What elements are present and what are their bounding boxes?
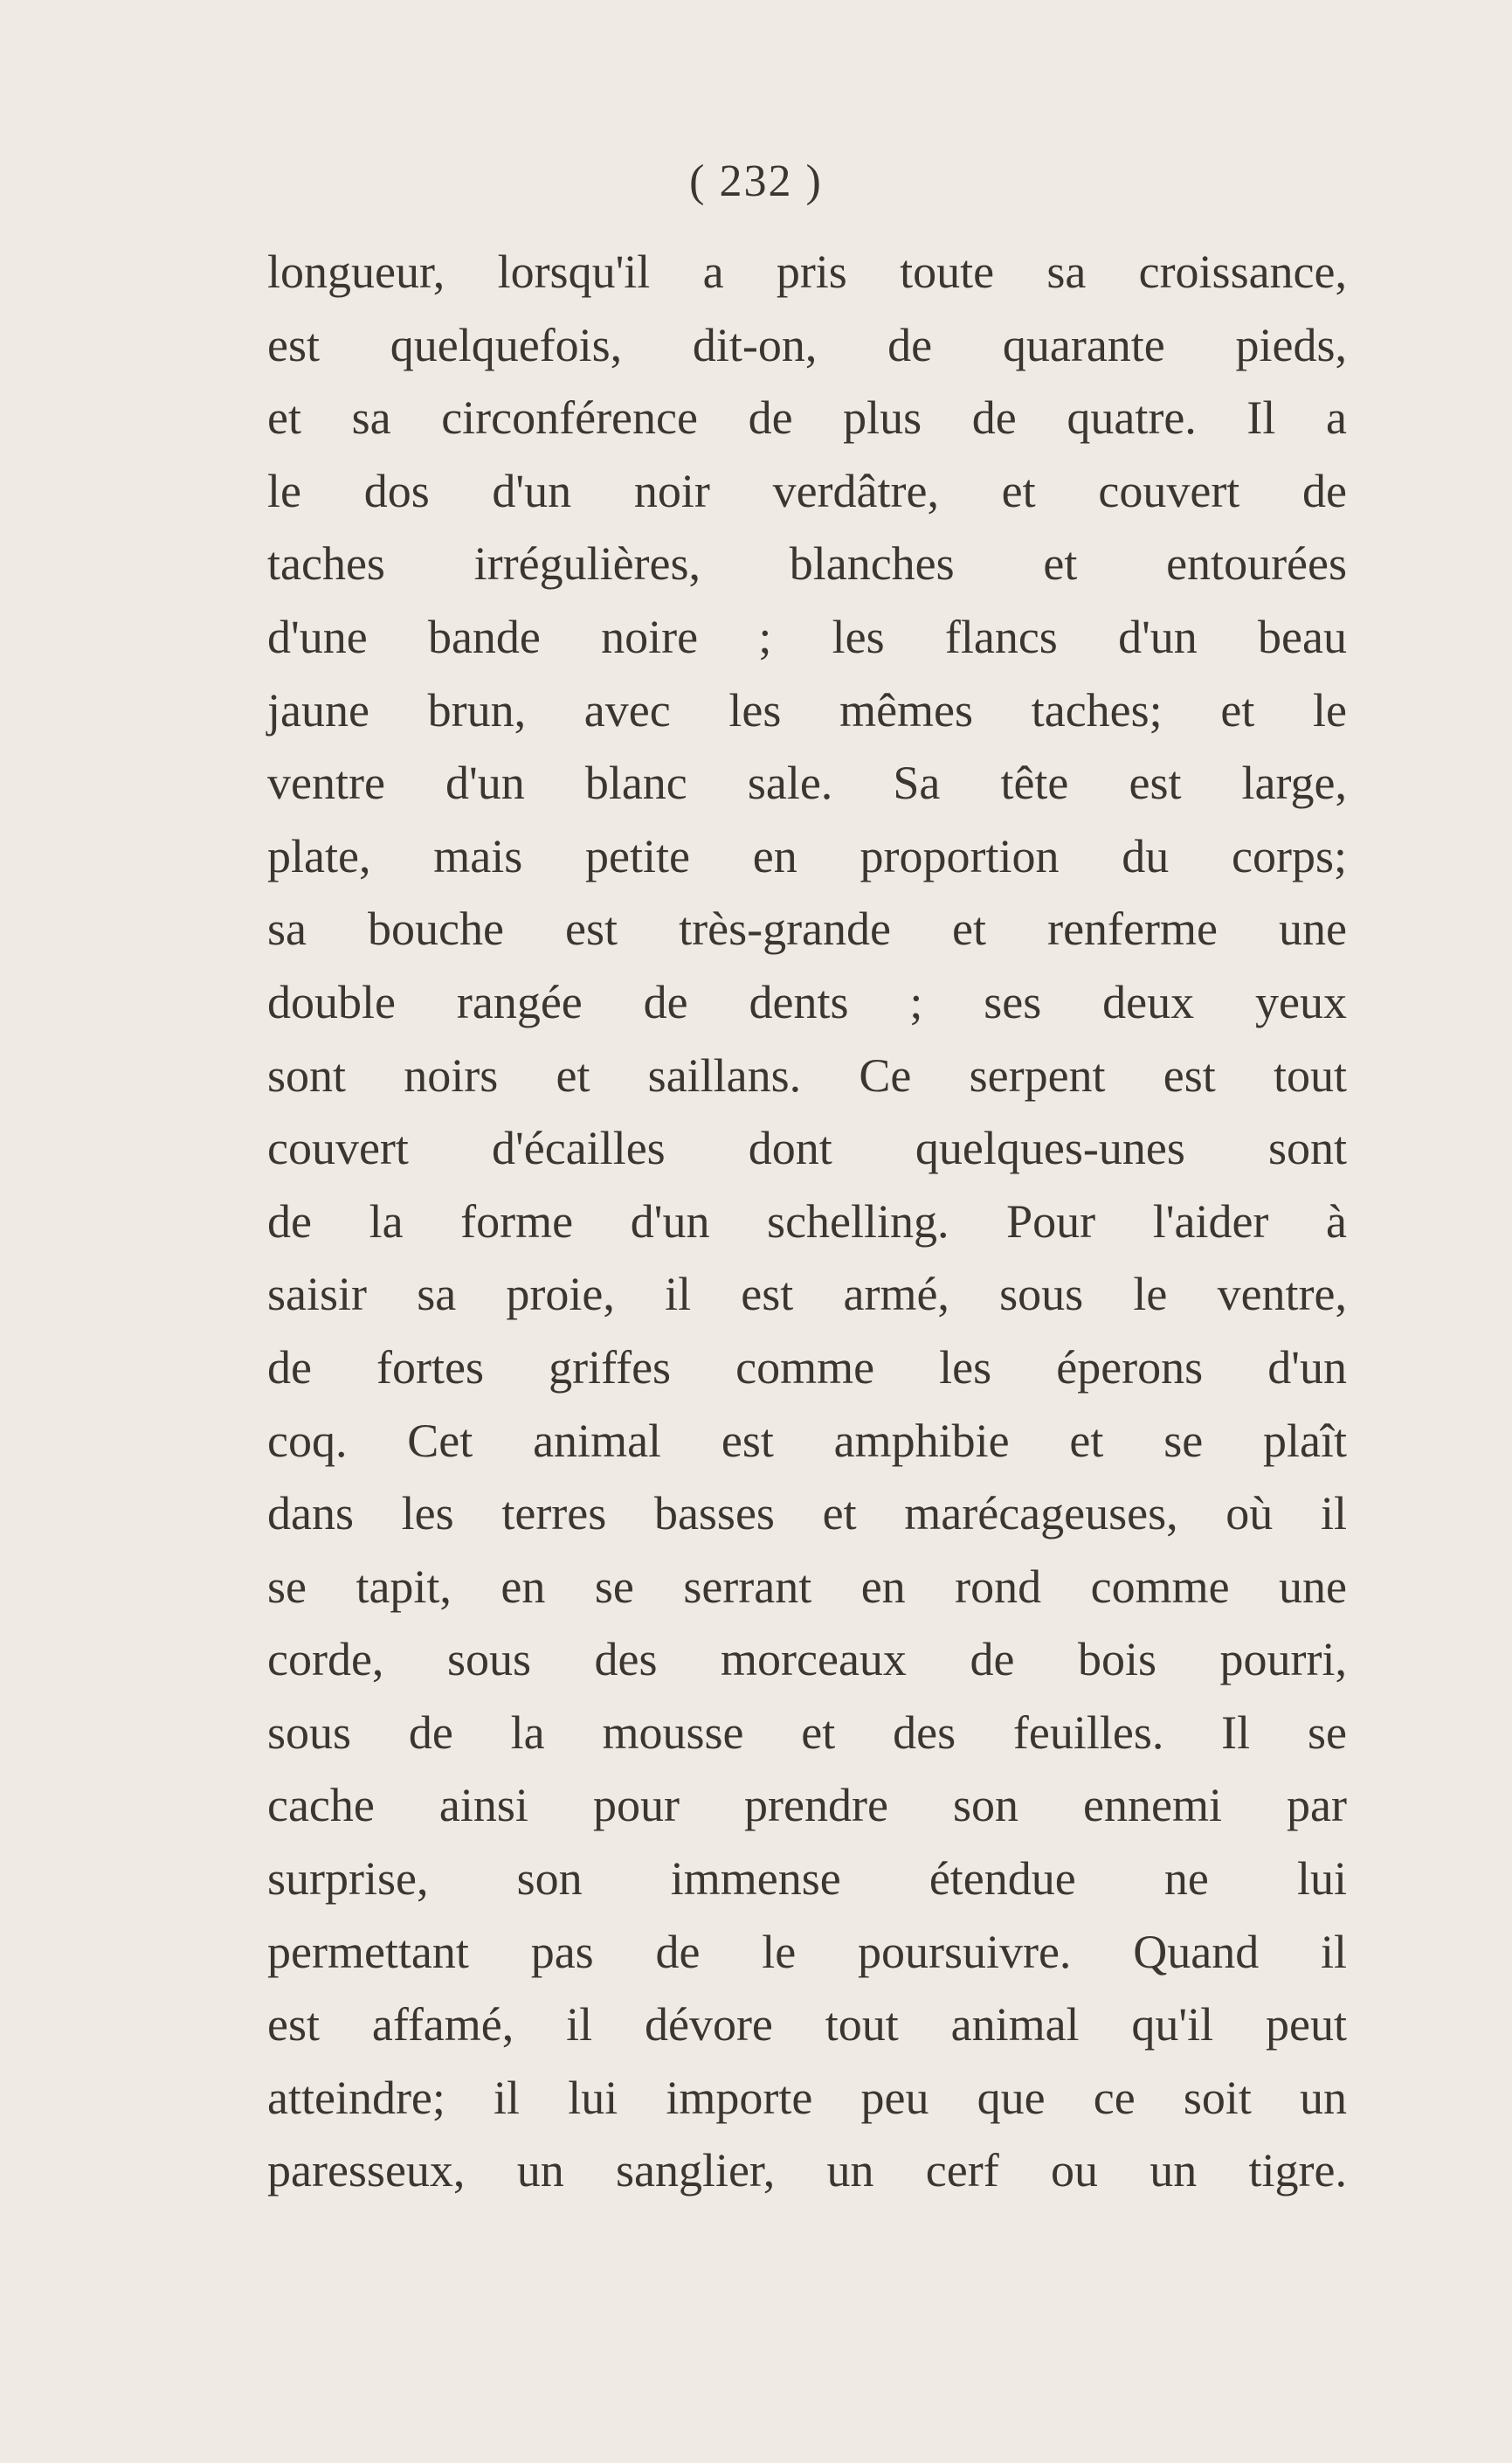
- text-line: sa bouche est très-grande et renferme une: [267, 903, 1347, 956]
- text-line: le dos d'un noir verdâtre, et couvert de: [267, 464, 1347, 517]
- text-line: saisir sa proie, il est armé, sous le ventre,: [267, 1268, 1347, 1321]
- text-line: jaune brun, avec les mêmes taches; et le: [267, 683, 1347, 737]
- text-line: longueur, lorsqu'il a pris toute sa croissance,: [267, 246, 1347, 298]
- text-line: et sa circonférence de plus de quatre. Il a: [267, 391, 1347, 445]
- text-line: taches irrégulières, blanches et entourées: [267, 537, 1347, 591]
- text-line: paresseux, un sanglier, un cerf ou un tigre.: [267, 2144, 1347, 2197]
- text-line: plate, mais petite en proportion du corps;: [267, 829, 1347, 882]
- text-line: se tapit, en se serrant en rond comme une: [267, 1560, 1347, 1613]
- text-line: sous de la mousse et des feuilles. Il se: [267, 1705, 1347, 1759]
- text-line: coq. Cet animal est amphibie et se plaît: [267, 1414, 1347, 1467]
- text-line: sont noirs et saillans. Ce serpent est tout: [267, 1048, 1347, 1102]
- text-line: est affamé, il dévore tout animal qu'il peut: [267, 1998, 1347, 2051]
- text-line: surprise, son immense étendue ne lui: [267, 1852, 1347, 1906]
- body-text: [267, 236, 1347, 2208]
- text-line: double rangée de dents ; ses deux yeux: [267, 975, 1347, 1028]
- text-line: de la forme d'un schelling. Pour l'aider à: [267, 1194, 1347, 1248]
- text-line: dans les terres basses et marécageuses, où il: [267, 1487, 1347, 1540]
- text-line: couvert d'écailles dont quelques-unes sont: [267, 1122, 1347, 1175]
- page-number: ( 232 ): [689, 156, 823, 206]
- text-line: de fortes griffes comme les éperons d'un: [267, 1340, 1347, 1394]
- text-line: corde, sous des morceaux de bois pourri,: [267, 1633, 1347, 1686]
- text-line: atteindre; il lui importe peu que ce soit un: [267, 2071, 1347, 2124]
- text-line: ventre d'un blanc sale. Sa tête est large,: [267, 757, 1347, 810]
- text-line: permettant pas de le poursuivre. Quand il: [267, 1925, 1347, 1978]
- text-line: d'une bande noire ; les flancs d'un beau: [267, 610, 1347, 663]
- text-line: est quelquefois, dit-on, de quarante pieds,: [267, 318, 1347, 371]
- text-line: cache ainsi pour prendre son ennemi par: [267, 1779, 1347, 1832]
